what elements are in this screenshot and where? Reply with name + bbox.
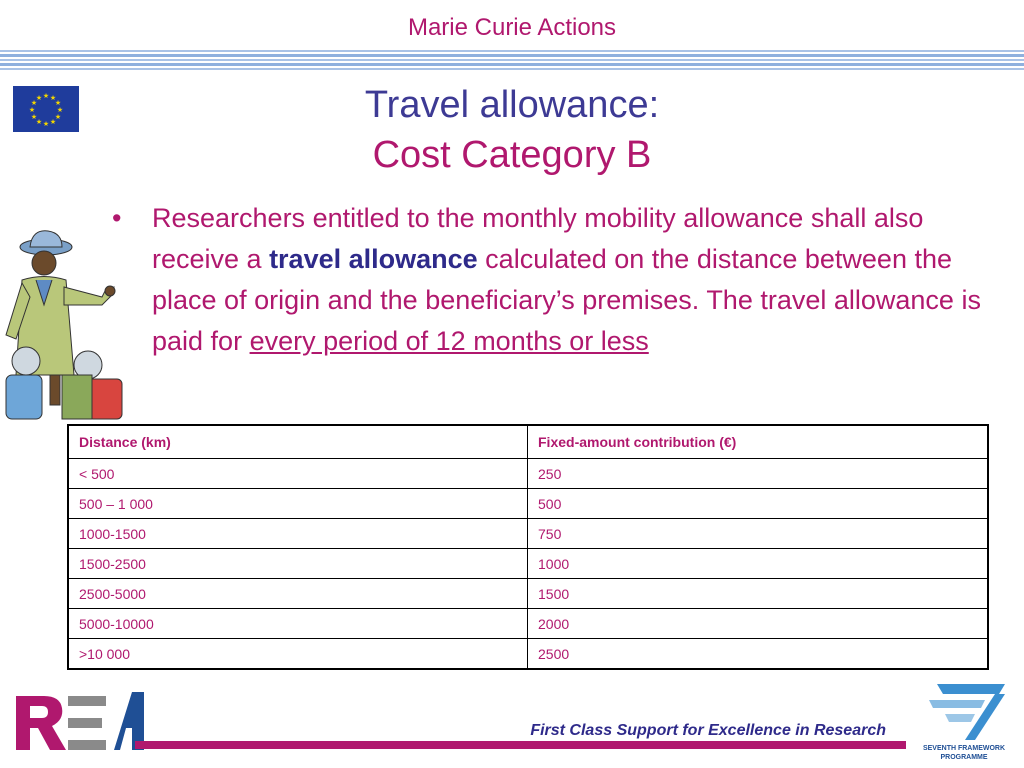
- svg-text:★: ★: [49, 118, 57, 126]
- table-row: [68, 489, 988, 519]
- table-cell-contribution: 1500: [528, 579, 989, 609]
- svg-text:★: ★: [42, 120, 50, 128]
- bullet-text-bold: travel allowance: [269, 244, 478, 274]
- table-row: [68, 609, 988, 639]
- table-row: [68, 579, 988, 609]
- table-row: [68, 549, 988, 579]
- table-row: [68, 519, 988, 549]
- svg-text:★: ★: [30, 99, 38, 107]
- svg-text:★: ★: [30, 113, 38, 121]
- svg-text:★: ★: [56, 106, 64, 114]
- rea-logo: [14, 688, 144, 752]
- table-cell-contribution: 1000: [528, 549, 989, 579]
- table-header-distance: Distance (km): [68, 425, 528, 459]
- table-cell-contribution: 2000: [528, 609, 989, 639]
- footer-tagline: First Class Support for Excellence in Research: [530, 722, 886, 739]
- table-cell-contribution: 250: [528, 459, 989, 489]
- bullet-marker: •: [112, 203, 122, 233]
- table-cell-distance: 2500-5000: [68, 579, 528, 609]
- table-cell-distance: 5000-10000: [68, 609, 528, 639]
- svg-text:★: ★: [35, 94, 43, 102]
- svg-text:SEVENTH FRAMEWORK: SEVENTH FRAMEWORK: [922, 745, 1006, 752]
- table-cell-distance: 1000-1500: [68, 519, 528, 549]
- table-cell-contribution: 750: [528, 519, 989, 549]
- table-cell-contribution: 500: [528, 489, 989, 519]
- slide-title-line1: Travel allowance:: [364, 84, 660, 126]
- allowance-table: [67, 424, 989, 670]
- table-cell-distance: 500 – 1 000: [68, 489, 528, 519]
- bullet-text-part1: Researchers entitled to the monthly mobility allowance shall also receive a: [152, 203, 924, 274]
- slide-title-line2: Cost Category B: [372, 134, 652, 176]
- footer-bar: [135, 741, 906, 749]
- table-cell-distance: 1500-2500: [68, 549, 528, 579]
- table-row: [68, 459, 988, 489]
- svg-text:★: ★: [54, 99, 62, 107]
- fp7-logo: [915, 680, 1013, 762]
- header-stripes: [0, 50, 1024, 72]
- slide-title: [0, 80, 1024, 180]
- traveller-illustration: [2, 225, 127, 425]
- table-header-contribution: Fixed-amount contribution (€): [528, 425, 989, 459]
- table-header-row: [68, 425, 988, 459]
- bullet-point: [112, 198, 1002, 362]
- svg-text:★: ★: [42, 92, 50, 100]
- svg-text:PROGRAMME: PROGRAMME: [940, 754, 988, 761]
- bullet-text-part2: calculated on the distance between the place of origin and the beneficiary’s premises. The travel allowance is paid for: [152, 244, 981, 356]
- svg-text:★: ★: [49, 94, 57, 102]
- table-row: [68, 639, 988, 670]
- svg-text:★: ★: [54, 113, 62, 121]
- header-title: Marie Curie Actions: [407, 14, 617, 41]
- table-cell-distance: < 500: [68, 459, 528, 489]
- bullet-text: [152, 198, 1002, 362]
- bullet-text-underlined: every period of 12 months or less: [249, 326, 649, 356]
- svg-text:★: ★: [28, 106, 36, 114]
- table-cell-distance: >10 000: [68, 639, 528, 670]
- svg-text:★: ★: [35, 118, 43, 126]
- table-cell-contribution: 2500: [528, 639, 989, 670]
